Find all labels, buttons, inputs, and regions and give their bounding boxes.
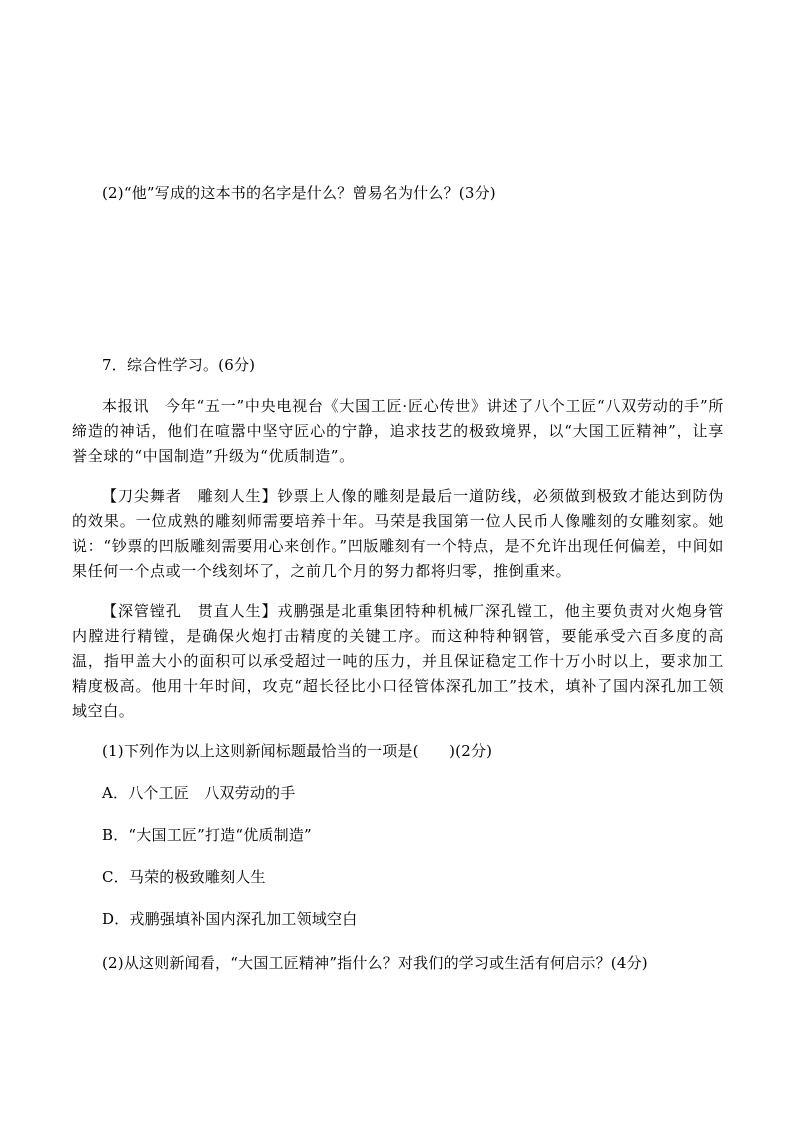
option-a: A．八个工匠 八双劳动的手 bbox=[102, 784, 296, 802]
question-7-1-stem: (1)下列作为以上这则新闻标题最恰当的一项是( )(2分) bbox=[102, 742, 493, 760]
passage-paragraph-engraving: 【刀尖舞者 雕刻人生】钞票上人像的雕刻是最后一道防线，必须做到极致才能达到防伪的效果。一位成熟的雕刻师需要培养十年。马荣是我国第一位人民币人像雕刻的女雕刻家。她说：“钞票的凹版雕刻需要用心来创作。”凹版雕刻有一个特点，是不允许出现任何偏差，中间如果任何一个点或一个线刻坏了，之前几个月的努力都将归零，推倒重来。 bbox=[72, 487, 724, 580]
passage-paragraph-boring: 【深管镗孔 贯直人生】戎鹏强是北重集团特种机械厂深孔镗工，他主要负责对火炮身管内膛进行精镗，是确保火炮打击精度的关键工序。而这种特种钢管，要能承受六百多度的高温，指甲盖大小的面积可以承受超过一吨的压力，并且保证稳定工作十万小时以上，要求加工精度极高。他用十年时间，攻克“超长径比小口径管体深孔加工”技术，填补了国内深孔加工领域空白。 bbox=[72, 602, 724, 720]
question-7-title: 7．综合性学习。(6分) bbox=[102, 356, 256, 374]
option-d: D．戎鹏强填补国内深孔加工领域空白 bbox=[102, 910, 358, 928]
option-b: B．“大国工匠”打造“优质制造” bbox=[102, 826, 312, 844]
option-c: C．马荣的极致雕刻人生 bbox=[102, 868, 266, 886]
question-6-2: (2)“他”写成的这本书的名字是什么？曾易名为什么？(3分) bbox=[102, 184, 496, 202]
question-7-2: (2)从这则新闻看，“大国工匠精神”指什么？对我们的学习或生活有何启示？(4分) bbox=[102, 954, 648, 972]
passage-paragraph-intro: 本报讯 今年“五一”中央电视台《大国工匠·匠心传世》讲述了八个工匠“八双劳动的手”所缔造的神话，他们在喧嚣中坚守匠心的宁静，追求技艺的极致境界，以“大国工匠精神”，让享誉全球的“中国制造”升级为“优质制造”。 bbox=[72, 397, 724, 465]
